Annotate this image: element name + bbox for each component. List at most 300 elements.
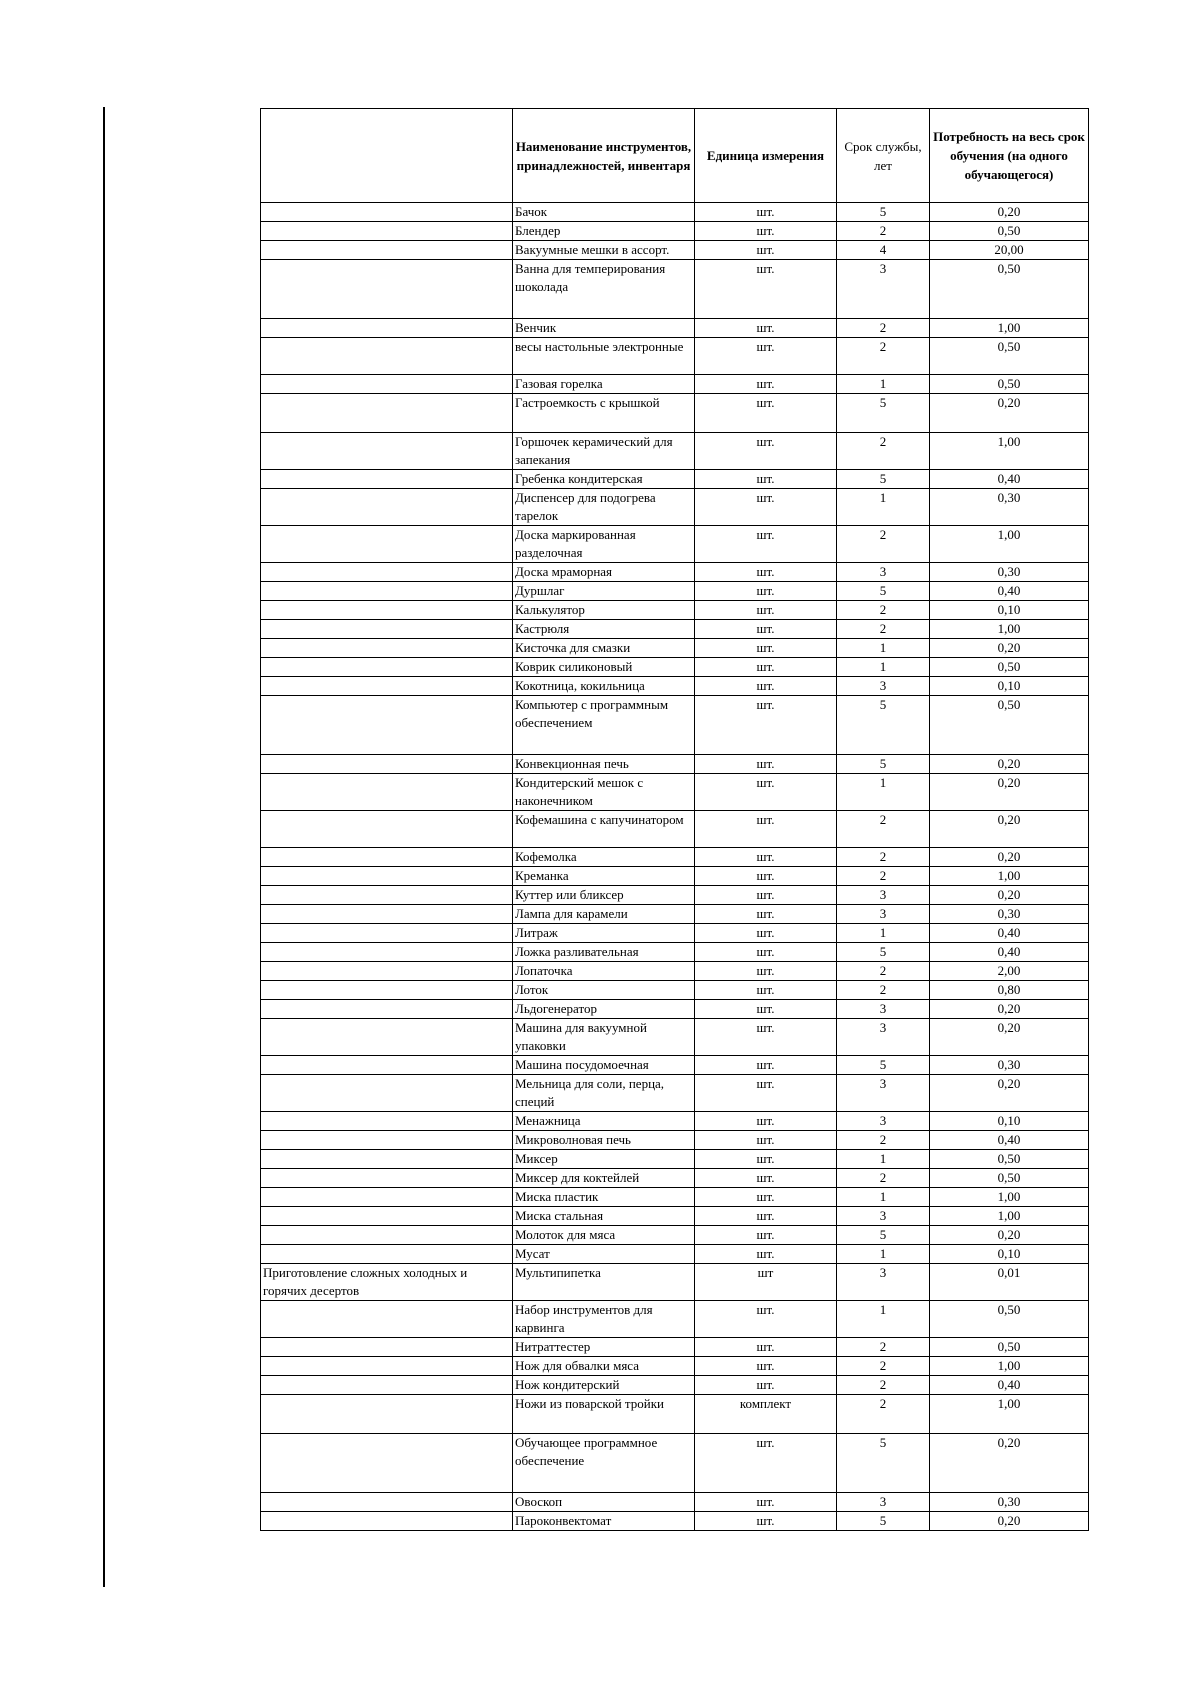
- cell-need: 0,30: [930, 563, 1089, 582]
- cell-unit: шт.: [695, 774, 837, 811]
- table-row: [261, 582, 1089, 601]
- cell-name: Нож для обвалки мяса: [513, 1357, 695, 1376]
- cell-life: 2: [837, 601, 930, 620]
- cell-need: 0,20: [930, 774, 1089, 811]
- cell-life: 2: [837, 1357, 930, 1376]
- cell-life: 1: [837, 924, 930, 943]
- cell-section: [261, 620, 513, 639]
- cell-section: [261, 924, 513, 943]
- cell-unit: шт.: [695, 489, 837, 526]
- table-row: [261, 1395, 1089, 1434]
- cell-need: 0,40: [930, 943, 1089, 962]
- cell-unit: шт.: [695, 1226, 837, 1245]
- cell-section: [261, 639, 513, 658]
- cell-life: 2: [837, 981, 930, 1000]
- cell-life: 2: [837, 1338, 930, 1357]
- cell-need: 0,20: [930, 639, 1089, 658]
- cell-unit: шт.: [695, 658, 837, 677]
- cell-section: [261, 433, 513, 470]
- cell-life: 2: [837, 526, 930, 563]
- table-row: [261, 222, 1089, 241]
- cell-name: Кокотница, кокильница: [513, 677, 695, 696]
- cell-section: [261, 1357, 513, 1376]
- cell-section: [261, 811, 513, 848]
- cell-section: [261, 489, 513, 526]
- table-row: [261, 696, 1089, 755]
- cell-life: 1: [837, 639, 930, 658]
- cell-life: 2: [837, 811, 930, 848]
- table-row: [261, 489, 1089, 526]
- cell-need: 0,40: [930, 582, 1089, 601]
- cell-life: 5: [837, 203, 930, 222]
- equipment-table: [260, 108, 1089, 1531]
- cell-life: 5: [837, 394, 930, 433]
- cell-life: 2: [837, 1169, 930, 1188]
- cell-name: Машина посудомоечная: [513, 1056, 695, 1075]
- cell-name: Нож кондитерский: [513, 1376, 695, 1395]
- cell-unit: шт.: [695, 1434, 837, 1493]
- table-row: [261, 755, 1089, 774]
- cell-unit: шт.: [695, 1019, 837, 1056]
- cell-name: Кофемашина с капучинатором: [513, 811, 695, 848]
- cell-section: [261, 867, 513, 886]
- cell-unit: шт.: [695, 563, 837, 582]
- header-unit: Единица измерения: [695, 109, 837, 203]
- cell-unit: шт.: [695, 241, 837, 260]
- table-row: [261, 526, 1089, 563]
- cell-unit: шт.: [695, 1000, 837, 1019]
- cell-section: [261, 1056, 513, 1075]
- cell-section: [261, 1188, 513, 1207]
- cell-unit: шт.: [695, 1207, 837, 1226]
- cell-name: Миска пластик: [513, 1188, 695, 1207]
- cell-name: Кастрюля: [513, 620, 695, 639]
- table-row: [261, 658, 1089, 677]
- cell-life: 3: [837, 1075, 930, 1112]
- table-row: [261, 924, 1089, 943]
- cell-section: [261, 1150, 513, 1169]
- cell-unit: шт.: [695, 677, 837, 696]
- cell-need: 0,50: [930, 1338, 1089, 1357]
- cell-need: 0,20: [930, 848, 1089, 867]
- cell-name: Молоток для мяса: [513, 1226, 695, 1245]
- cell-section: [261, 905, 513, 924]
- cell-section: [261, 1338, 513, 1357]
- cell-name: Кофемолка: [513, 848, 695, 867]
- cell-name: весы настольные электронные: [513, 338, 695, 375]
- cell-section: [261, 1493, 513, 1512]
- cell-need: 0,30: [930, 905, 1089, 924]
- table-row: [261, 848, 1089, 867]
- cell-unit: шт.: [695, 222, 837, 241]
- table-row: [261, 867, 1089, 886]
- cell-life: 5: [837, 1512, 930, 1531]
- cell-name: Миксер для коктейлей: [513, 1169, 695, 1188]
- header-life: Срок службы, лет: [837, 109, 930, 203]
- cell-need: 0,20: [930, 886, 1089, 905]
- table-row: [261, 1264, 1089, 1301]
- cell-name: Ножи из поварской тройки: [513, 1395, 695, 1434]
- cell-unit: шт.: [695, 203, 837, 222]
- cell-unit: шт.: [695, 639, 837, 658]
- cell-unit: комплект: [695, 1395, 837, 1434]
- cell-section: [261, 658, 513, 677]
- cell-name: Обучающее программное обеспечение: [513, 1434, 695, 1493]
- table-row: [261, 1075, 1089, 1112]
- cell-name: Литраж: [513, 924, 695, 943]
- cell-unit: шт.: [695, 755, 837, 774]
- cell-life: 4: [837, 241, 930, 260]
- cell-need: 0,20: [930, 755, 1089, 774]
- table-row: [261, 886, 1089, 905]
- cell-name: Нитраттестер: [513, 1338, 695, 1357]
- cell-need: 2,00: [930, 962, 1089, 981]
- cell-life: 2: [837, 319, 930, 338]
- cell-need: 0,20: [930, 203, 1089, 222]
- cell-need: 0,80: [930, 981, 1089, 1000]
- cell-need: 0,50: [930, 1169, 1089, 1188]
- cell-section: [261, 260, 513, 319]
- cell-name: Набор инструментов для карвинга: [513, 1301, 695, 1338]
- cell-life: 3: [837, 1207, 930, 1226]
- cell-name: Овоскоп: [513, 1493, 695, 1512]
- cell-section: [261, 375, 513, 394]
- table-row: [261, 639, 1089, 658]
- cell-unit: шт: [695, 1264, 837, 1301]
- cell-life: 5: [837, 582, 930, 601]
- cell-section: [261, 582, 513, 601]
- cell-unit: шт.: [695, 1188, 837, 1207]
- table-row: [261, 470, 1089, 489]
- table-row: [261, 203, 1089, 222]
- cell-unit: шт.: [695, 526, 837, 563]
- cell-unit: шт.: [695, 924, 837, 943]
- cell-section: [261, 1434, 513, 1493]
- table-row: [261, 981, 1089, 1000]
- table-row: [261, 811, 1089, 848]
- table-row: [261, 962, 1089, 981]
- cell-name: Конвекционная печь: [513, 755, 695, 774]
- cell-life: 1: [837, 1301, 930, 1338]
- cell-name: Кисточка для смазки: [513, 639, 695, 658]
- cell-unit: шт.: [695, 1075, 837, 1112]
- cell-need: 0,50: [930, 1301, 1089, 1338]
- cell-life: 3: [837, 1112, 930, 1131]
- cell-need: 0,20: [930, 1512, 1089, 1531]
- cell-section: [261, 755, 513, 774]
- table-row: [261, 1131, 1089, 1150]
- cell-need: 0,01: [930, 1264, 1089, 1301]
- cell-name: Льдогенератор: [513, 1000, 695, 1019]
- table-row: [261, 433, 1089, 470]
- cell-need: 0,10: [930, 1112, 1089, 1131]
- cell-section: [261, 696, 513, 755]
- table-body: [261, 203, 1089, 1531]
- cell-need: 0,40: [930, 1131, 1089, 1150]
- cell-unit: шт.: [695, 319, 837, 338]
- cell-life: 2: [837, 962, 930, 981]
- cell-name: Мельница для соли, перца, специй: [513, 1075, 695, 1112]
- cell-section: [261, 1019, 513, 1056]
- table-row: [261, 394, 1089, 433]
- cell-name: Компьютер с программным обеспечением: [513, 696, 695, 755]
- cell-name: Горшочек керамический для запекания: [513, 433, 695, 470]
- cell-section: [261, 470, 513, 489]
- cell-section: [261, 601, 513, 620]
- cell-name: Бачок: [513, 203, 695, 222]
- cell-need: 0,40: [930, 470, 1089, 489]
- cell-life: 5: [837, 943, 930, 962]
- cell-section: [261, 222, 513, 241]
- cell-name: Мусат: [513, 1245, 695, 1264]
- cell-life: 3: [837, 1264, 930, 1301]
- cell-section: [261, 962, 513, 981]
- cell-unit: шт.: [695, 1512, 837, 1531]
- cell-unit: шт.: [695, 1301, 837, 1338]
- table-row: [261, 1357, 1089, 1376]
- cell-life: 3: [837, 905, 930, 924]
- cell-section: [261, 677, 513, 696]
- cell-unit: шт.: [695, 1131, 837, 1150]
- cell-unit: шт.: [695, 620, 837, 639]
- cell-section: [261, 774, 513, 811]
- table-row: [261, 1245, 1089, 1264]
- cell-unit: шт.: [695, 1056, 837, 1075]
- cell-need: 0,30: [930, 1056, 1089, 1075]
- table-row: [261, 1169, 1089, 1188]
- table-row: [261, 1150, 1089, 1169]
- cell-name: Креманка: [513, 867, 695, 886]
- cell-unit: шт.: [695, 1338, 837, 1357]
- cell-section: [261, 241, 513, 260]
- cell-life: 1: [837, 489, 930, 526]
- cell-name: Венчик: [513, 319, 695, 338]
- table-header-row: [261, 109, 1089, 203]
- cell-need: 0,20: [930, 1019, 1089, 1056]
- table-row: [261, 620, 1089, 639]
- cell-need: 1,00: [930, 1207, 1089, 1226]
- cell-need: 0,50: [930, 696, 1089, 755]
- cell-section: [261, 1301, 513, 1338]
- cell-section: [261, 1226, 513, 1245]
- cell-unit: шт.: [695, 1493, 837, 1512]
- cell-life: 5: [837, 1056, 930, 1075]
- cell-section: Приготовление сложных холодных и горячих десертов: [261, 1264, 513, 1301]
- cell-life: 5: [837, 1434, 930, 1493]
- cell-unit: шт.: [695, 375, 837, 394]
- cell-unit: шт.: [695, 1150, 837, 1169]
- table-row: [261, 563, 1089, 582]
- cell-section: [261, 848, 513, 867]
- table-row: [261, 1188, 1089, 1207]
- cell-section: [261, 338, 513, 375]
- cell-life: 2: [837, 848, 930, 867]
- table-row: [261, 1434, 1089, 1493]
- cell-life: 2: [837, 1395, 930, 1434]
- cell-life: 1: [837, 1245, 930, 1264]
- cell-need: 0,30: [930, 1493, 1089, 1512]
- cell-section: [261, 1512, 513, 1531]
- cell-life: 5: [837, 696, 930, 755]
- cell-need: 0,50: [930, 658, 1089, 677]
- cell-need: 0,50: [930, 222, 1089, 241]
- cell-section: [261, 526, 513, 563]
- cell-need: 0,20: [930, 811, 1089, 848]
- cell-section: [261, 1245, 513, 1264]
- cell-life: 5: [837, 470, 930, 489]
- cell-name: Блендер: [513, 222, 695, 241]
- table-row: [261, 1056, 1089, 1075]
- cell-name: Пароконвектомат: [513, 1512, 695, 1531]
- cell-name: Лопаточка: [513, 962, 695, 981]
- cell-need: 1,00: [930, 526, 1089, 563]
- table-row: [261, 1000, 1089, 1019]
- cell-unit: шт.: [695, 1245, 837, 1264]
- cell-unit: шт.: [695, 1357, 837, 1376]
- cell-section: [261, 563, 513, 582]
- cell-need: 1,00: [930, 319, 1089, 338]
- cell-unit: шт.: [695, 962, 837, 981]
- header-need: Потребность на весь срок обучения (на одного обучающегося): [930, 109, 1089, 203]
- cell-need: 0,20: [930, 1226, 1089, 1245]
- cell-section: [261, 1000, 513, 1019]
- cell-name: Лоток: [513, 981, 695, 1000]
- cell-need: 0,40: [930, 1376, 1089, 1395]
- cell-life: 5: [837, 1226, 930, 1245]
- cell-name: Газовая горелка: [513, 375, 695, 394]
- cell-need: 0,20: [930, 1000, 1089, 1019]
- cell-unit: шт.: [695, 1112, 837, 1131]
- cell-section: [261, 1075, 513, 1112]
- table-row: [261, 1207, 1089, 1226]
- table-row: [261, 1376, 1089, 1395]
- table-row: [261, 1226, 1089, 1245]
- cell-need: 0,10: [930, 1245, 1089, 1264]
- cell-need: 20,00: [930, 241, 1089, 260]
- cell-name: Дуршлаг: [513, 582, 695, 601]
- cell-need: 0,50: [930, 338, 1089, 375]
- table-row: [261, 1019, 1089, 1056]
- cell-name: Кондитерский мешок с наконечником: [513, 774, 695, 811]
- cell-life: 5: [837, 755, 930, 774]
- cell-life: 1: [837, 375, 930, 394]
- cell-section: [261, 943, 513, 962]
- table-row: [261, 338, 1089, 375]
- cell-need: 1,00: [930, 620, 1089, 639]
- cell-section: [261, 203, 513, 222]
- cell-name: Вакуумные мешки в ассорт.: [513, 241, 695, 260]
- table-row: [261, 260, 1089, 319]
- cell-life: 1: [837, 1150, 930, 1169]
- cell-need: 0,30: [930, 489, 1089, 526]
- cell-name: Ванна для темперирования шоколада: [513, 260, 695, 319]
- cell-life: 3: [837, 1493, 930, 1512]
- cell-life: 2: [837, 433, 930, 470]
- table-row: [261, 241, 1089, 260]
- table-row: [261, 601, 1089, 620]
- cell-section: [261, 1207, 513, 1226]
- cell-need: 1,00: [930, 433, 1089, 470]
- cell-need: 0,20: [930, 1075, 1089, 1112]
- cell-unit: шт.: [695, 848, 837, 867]
- header-section: [261, 109, 513, 203]
- table-row: [261, 774, 1089, 811]
- cell-life: 2: [837, 620, 930, 639]
- cell-life: 1: [837, 658, 930, 677]
- cell-name: Калькулятор: [513, 601, 695, 620]
- cell-unit: шт.: [695, 696, 837, 755]
- table-row: [261, 1338, 1089, 1357]
- cell-need: 0,50: [930, 375, 1089, 394]
- cell-unit: шт.: [695, 811, 837, 848]
- table-row: [261, 1512, 1089, 1531]
- cell-unit: шт.: [695, 981, 837, 1000]
- cell-name: Мультипипетка: [513, 1264, 695, 1301]
- table-row: [261, 319, 1089, 338]
- cell-need: 1,00: [930, 1188, 1089, 1207]
- cell-name: Микроволновая печь: [513, 1131, 695, 1150]
- cell-life: 3: [837, 1000, 930, 1019]
- cell-need: 0,10: [930, 601, 1089, 620]
- cell-name: Доска маркированная разделочная: [513, 526, 695, 563]
- cell-unit: шт.: [695, 905, 837, 924]
- cell-need: 0,20: [930, 394, 1089, 433]
- table-row: [261, 905, 1089, 924]
- cell-section: [261, 1376, 513, 1395]
- cell-life: 1: [837, 1188, 930, 1207]
- cell-name: Диспенсер для подогрева тарелок: [513, 489, 695, 526]
- cell-life: 3: [837, 260, 930, 319]
- cell-need: 1,00: [930, 867, 1089, 886]
- cell-section: [261, 394, 513, 433]
- table-row: [261, 1112, 1089, 1131]
- cell-unit: шт.: [695, 260, 837, 319]
- cell-life: 2: [837, 867, 930, 886]
- cell-life: 1: [837, 774, 930, 811]
- cell-section: [261, 1169, 513, 1188]
- cell-unit: шт.: [695, 582, 837, 601]
- table-row: [261, 1493, 1089, 1512]
- cell-need: 1,00: [930, 1395, 1089, 1434]
- cell-need: 0,50: [930, 260, 1089, 319]
- cell-life: 2: [837, 1376, 930, 1395]
- cell-unit: шт.: [695, 1169, 837, 1188]
- cell-life: 3: [837, 677, 930, 696]
- cell-unit: шт.: [695, 1376, 837, 1395]
- cell-unit: шт.: [695, 433, 837, 470]
- cell-life: 2: [837, 222, 930, 241]
- cell-life: 3: [837, 563, 930, 582]
- cell-section: [261, 886, 513, 905]
- cell-need: 1,00: [930, 1357, 1089, 1376]
- left-margin-rule: [103, 107, 105, 1587]
- header-name: Наименование инструментов, принадлежностей, инвентаря: [513, 109, 695, 203]
- cell-name: Лампа для карамели: [513, 905, 695, 924]
- table-row: [261, 677, 1089, 696]
- table-row: [261, 1301, 1089, 1338]
- cell-unit: шт.: [695, 338, 837, 375]
- cell-section: [261, 1395, 513, 1434]
- cell-name: Машина для вакуумной упаковки: [513, 1019, 695, 1056]
- cell-need: 0,20: [930, 1434, 1089, 1493]
- cell-name: Гребенка кондитерская: [513, 470, 695, 489]
- cell-need: 0,10: [930, 677, 1089, 696]
- cell-need: 0,50: [930, 1150, 1089, 1169]
- cell-unit: шт.: [695, 601, 837, 620]
- cell-section: [261, 1131, 513, 1150]
- cell-name: Ложка разливательная: [513, 943, 695, 962]
- cell-name: Миска стальная: [513, 1207, 695, 1226]
